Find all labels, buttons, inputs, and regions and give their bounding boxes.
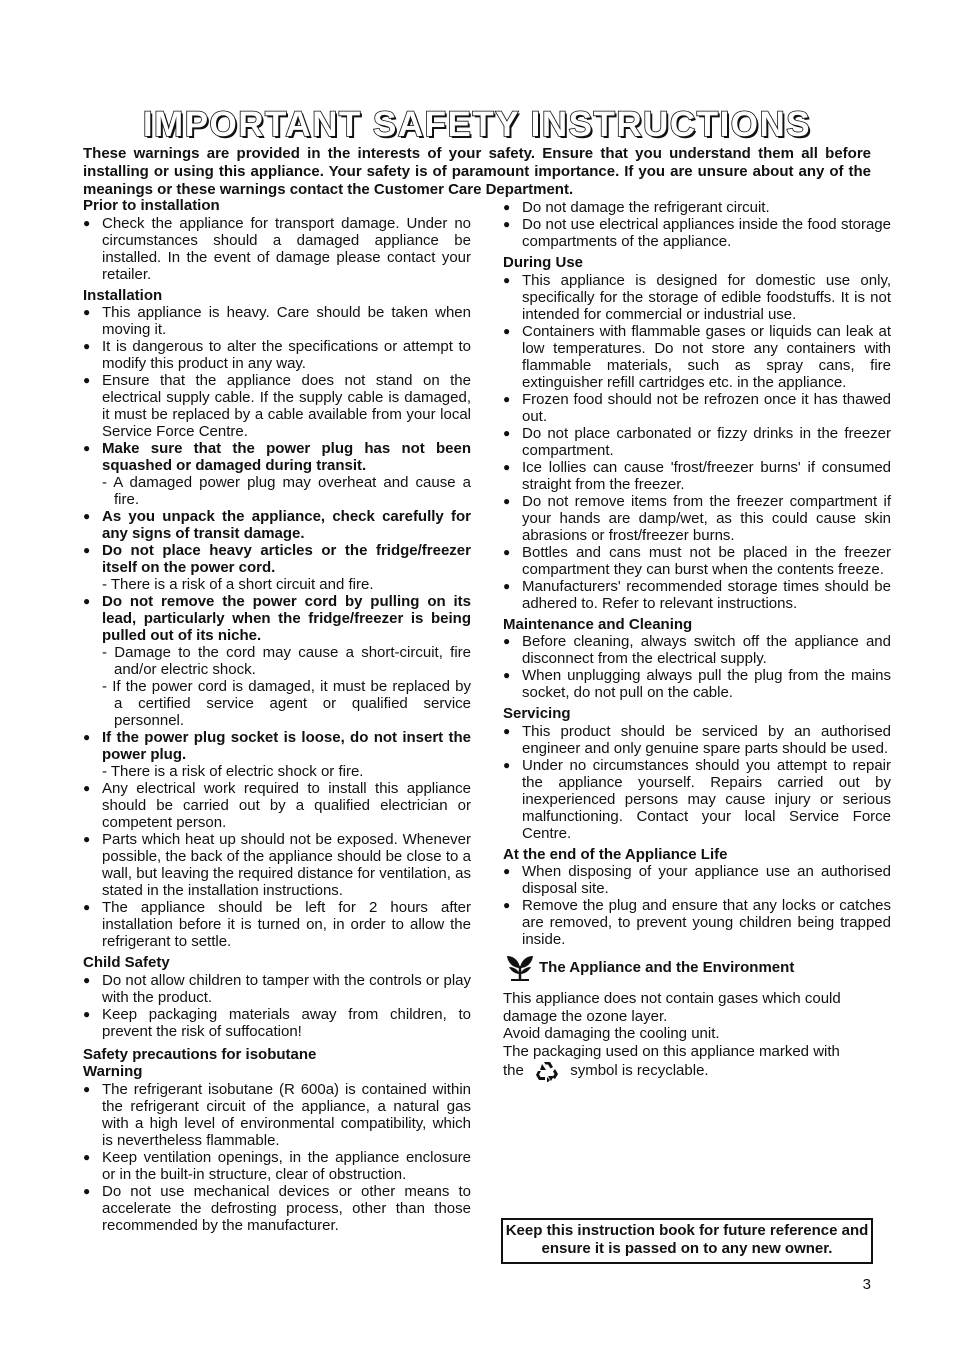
list-item: ● Manufacturers' recommended storage times should be adhered to. Refer to relevant instructions. [503, 578, 891, 612]
environment-heading: The Appliance and the Environment [539, 958, 795, 976]
item-note: - There is a risk of a short circuit and fire. [102, 576, 374, 593]
section-heading: During Use [503, 254, 584, 271]
list-item: ● This appliance is designed for domestic use only, specifically for the storage of edible foodstuffs. It is not intended for commercial or industrial use. [503, 272, 891, 323]
list-item [83, 304, 471, 338]
bullet-list [503, 199, 891, 250]
list-item: ● Do not remove items from the freezer compartment if your hands are damp/wet, as this could cause skin abrasions or frost/freezer burns. [503, 493, 891, 544]
env-the: the [503, 1061, 524, 1079]
env-paragraph: The packaging used on this appliance marked with [503, 1042, 840, 1060]
keep-book-notice: Keep this instruction book for future reference and ensure it is passed on to any new owner. [501, 1218, 873, 1264]
env-symbol-text: symbol is recyclable. [570, 1061, 709, 1079]
section-during-use [503, 254, 891, 612]
list-item [83, 542, 471, 593]
item-text: Parts which heat up should not be exposed. Whenever possible, the back of the appliance should be close to a wall, but leaving the required distance for ventilation, as stated in the installation instructions. [102, 831, 471, 899]
page-title: IMPORTANT SAFETY INSTRUCTIONS [142, 105, 812, 145]
list-item [83, 593, 471, 729]
item-note: - A damaged power plug may overheat and cause a fire. [102, 474, 471, 508]
section-heading: At the end of the Appliance Life [503, 845, 728, 863]
list-item [83, 729, 471, 780]
item-text: The appliance should be left for 2 hours after installation before it is turned on, in order to allow the refrigerant to settle. [102, 899, 471, 950]
item-text: It is dangerous to alter the specifications or attempt to modify this product in any way. [102, 338, 471, 372]
section-heading: Safety precautions for isobutane [83, 1045, 317, 1063]
list-item: ● Do not use electrical appliances inside the food storage compartments of the appliance. [503, 216, 891, 250]
list-item [83, 508, 471, 542]
bullet-list [503, 272, 891, 612]
environment-heading-row [503, 952, 891, 982]
item-text: Make sure that the power plug has not been squashed or damaged during transit. [102, 440, 471, 474]
list-item: ● Frozen food should not be refrozen once it has thawed out. [503, 391, 891, 425]
list-item: ● This product should be serviced by an authorised engineer and only genuine spare parts should be used. [503, 723, 891, 757]
list-item [83, 338, 471, 372]
item-text: Do not remove the power cord by pulling on its lead, particularly when the fridge/freezer is being pulled out of its niche. [102, 593, 471, 644]
bullet-list [503, 633, 891, 701]
section-servicing [503, 705, 891, 842]
list-item [83, 372, 471, 440]
item-text: Any electrical work required to install this appliance should be carried out by a qualified electrician or competent person. [102, 780, 471, 831]
plant-icon [503, 952, 537, 982]
list-item: ● When disposing of your appliance use an authorised disposal site. [503, 863, 891, 897]
bullet-list [83, 215, 471, 283]
section-heading: Prior to installation [83, 197, 220, 214]
list-item: ● Containers with flammable gases or liquids can leak at low temperatures. Do not store any containers with flammable materials, such as spray cans, fire extinguisher refill cartridges etc. in the appliance. [503, 323, 891, 391]
list-item: ● Keep packaging materials away from children, to prevent the risk of suffocation! [83, 1006, 471, 1040]
list-item: ● Ice lollies can cause 'frost/freezer burns' if consumed straight from the freezer. [503, 459, 891, 493]
list-item: ● Keep ventilation openings, in the appliance enclosure or in the built-in structure, clear of obstruction. [83, 1149, 471, 1183]
page-number: 3 [862, 1276, 871, 1293]
right-column [503, 199, 891, 1082]
section-heading: Installation [83, 286, 163, 304]
item-text: This appliance is heavy. Care should be taken when moving it. [102, 304, 471, 338]
env-paragraph: This appliance does not contain gases which could damage the ozone layer. [503, 990, 841, 1025]
list-item: ● Bottles and cans must not be placed in the freezer compartment they can burst when the contents freeze. [503, 544, 891, 578]
bullet-list [83, 972, 471, 1040]
section-heading: Servicing [503, 705, 571, 722]
environment-text [503, 990, 891, 1082]
env-paragraph: Avoid damaging the cooling unit. [503, 1025, 720, 1042]
bullet-list [503, 723, 891, 842]
warning-subheading: Warning [83, 1063, 143, 1080]
section-end-of-life [503, 846, 891, 949]
list-item: ● Do not damage the refrigerant circuit. [503, 199, 891, 216]
bullet-list [503, 863, 891, 948]
list-item: ● Do not place carbonated or fizzy drinks in the freezer compartment. [503, 425, 891, 459]
list-item: ● The refrigerant isobutane (R 600a) is contained within the refrigerant circuit of the appliance, a natural gas with a high level of environmental compatibility, which is nevertheless flammable. [83, 1081, 471, 1149]
section-isobutane [83, 1046, 471, 1234]
env-paragraph [503, 1060, 891, 1082]
list-item: ● Remove the plug and ensure that any locks or catches are removed, to prevent young children being trapped inside. [503, 897, 891, 948]
bullet-list [83, 304, 471, 950]
left-column [83, 197, 471, 1238]
list-item: ● Check the appliance for transport damage. Under no circumstances should a damaged appliance be installed. In the event of damage please contact your retailer. [83, 215, 471, 283]
section-installation [83, 287, 471, 951]
section-prior-to-installation [83, 197, 471, 283]
list-item [83, 899, 471, 950]
section-maintenance [503, 616, 891, 702]
section-heading: Child Safety [83, 954, 170, 971]
intro-warning: These warnings are provided in the interests of your safety. Ensure that you understand them all before installing or using this appliance. Your safety is of paramount importance. If you are unsure about any of the meanings or these warnings contact the Customer Care Department. [83, 145, 871, 198]
list-item: ● When unplugging always pull the plug from the mains socket, do not pull on the cable. [503, 667, 891, 701]
list-item [83, 831, 471, 899]
item-note: - There is a risk of electric shock or fire. [102, 763, 364, 780]
section-refrigerant [503, 199, 891, 250]
item-text: Do not place heavy articles or the fridge/freezer itself on the power cord. [102, 542, 471, 576]
list-item [83, 780, 471, 831]
list-item [83, 440, 471, 508]
bullet-list [83, 1081, 471, 1234]
list-item: ● Do not allow children to tamper with the controls or play with the product. [83, 972, 471, 1006]
section-child-safety [83, 954, 471, 1040]
item-note: - Damage to the cord may cause a short-circuit, fire and/or electric shock. [102, 644, 471, 678]
item-note: - If the power cord is damaged, it must be replaced by a certified service agent or qualified service personnel. [102, 678, 471, 729]
section-heading: Maintenance and Cleaning [503, 615, 693, 633]
recycle-icon [534, 1060, 560, 1082]
item-text: As you unpack the appliance, check carefully for any signs of transit damage. [102, 508, 471, 542]
list-item: ● Do not use mechanical devices or other means to accelerate the defrosting process, other than those recommended by the manufacturer. [83, 1183, 471, 1234]
list-item: ● Under no circumstances should you attempt to repair the appliance yourself. Repairs carried out by inexperienced persons may cause injury or serious malfunctioning. Contact your local Service Force Centre. [503, 757, 891, 842]
item-text: Ensure that the appliance does not stand on the electrical supply cable. If the supply cable is damaged, it must be replaced by a cable available from your local Service Force Centre. [102, 372, 471, 440]
list-item: ● Before cleaning, always switch off the appliance and disconnect from the electrical supply. [503, 633, 891, 667]
item-text: If the power plug socket is loose, do not insert the power plug. [102, 729, 471, 763]
